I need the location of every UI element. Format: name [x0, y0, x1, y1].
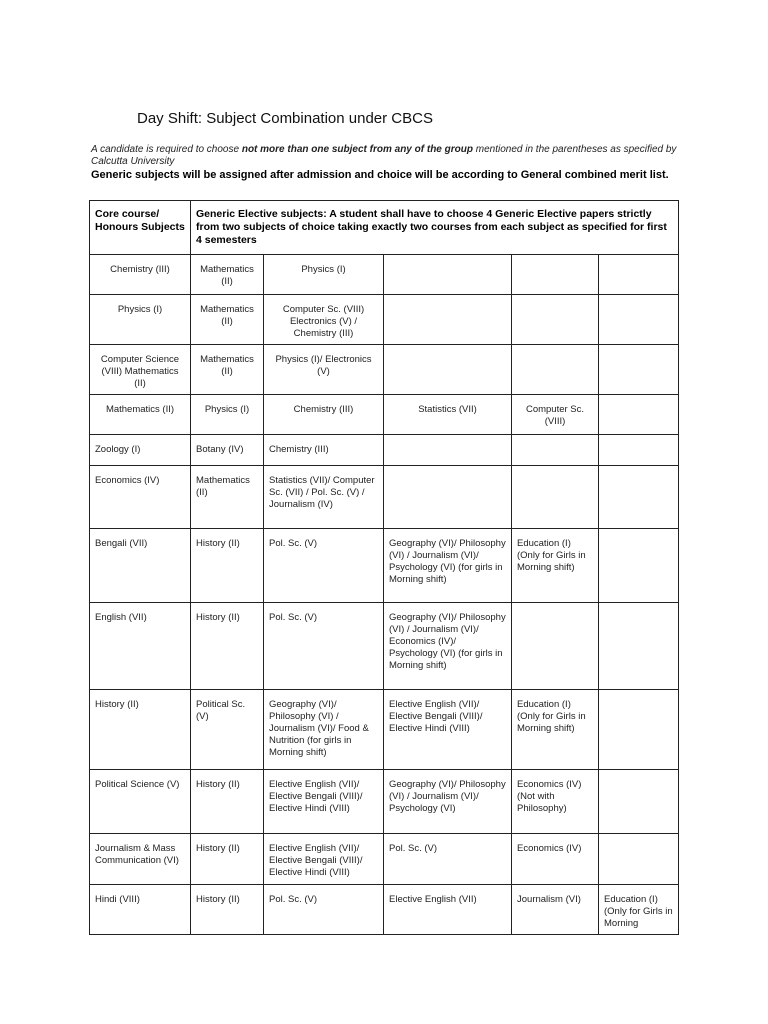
generic-elective-cell: Computer Sc. (VIII) Electronics (V) / Chemistry (III)	[264, 295, 384, 345]
generic-elective-cell	[512, 603, 599, 690]
generic-elective-cell: Economics (IV) (Not with Philosophy)	[512, 770, 599, 834]
generic-elective-cell	[599, 295, 679, 345]
generic-elective-cell: Physics (I)	[191, 395, 264, 435]
generic-elective-cell: Mathematics (II)	[191, 295, 264, 345]
generic-elective-cell	[599, 255, 679, 295]
generic-elective-cell	[599, 466, 679, 529]
intro-text	[91, 144, 691, 168]
table-row	[90, 834, 679, 885]
core-subject-cell: English (VII)	[90, 603, 191, 690]
core-subject-cell: Hindi (VIII)	[90, 885, 191, 935]
generic-elective-cell: History (II)	[191, 834, 264, 885]
generic-elective-cell: Pol. Sc. (V)	[384, 834, 512, 885]
generic-elective-cell	[512, 255, 599, 295]
generic-elective-cell: Education (I) (Only for Girls in Morning shift)	[512, 690, 599, 770]
generic-elective-cell	[384, 255, 512, 295]
generic-elective-cell: History (II)	[191, 885, 264, 935]
table-row	[90, 770, 679, 834]
table-row	[90, 345, 679, 395]
generic-elective-cell	[599, 435, 679, 466]
generic-elective-cell	[599, 690, 679, 770]
generic-elective-cell: History (II)	[191, 603, 264, 690]
generic-elective-cell	[512, 345, 599, 395]
generic-elective-cell: Economics (IV)	[512, 834, 599, 885]
generic-elective-cell: Pol. Sc. (V)	[264, 603, 384, 690]
generic-elective-cell: Elective English (VII)/ Elective Bengali (VIII)/ Elective Hindi (VIII)	[264, 834, 384, 885]
generic-elective-cell: Elective English (VII)	[384, 885, 512, 935]
generic-elective-cell: Geography (VI)/ Philosophy (VI) / Journalism (VI)/ Economics (IV)/ Psychology (VI) (for girls in Morning shift)	[384, 603, 512, 690]
generic-elective-cell: Statistics (VII)	[384, 395, 512, 435]
intro-after: mentioned in the parentheses as specified by Calcutta University	[91, 144, 677, 167]
table-row	[90, 690, 679, 770]
header-generic-elective: Generic Elective subjects: A student shall have to choose 4 Generic Elective papers strictly from two subjects of choice taking exactly two courses from each subject as specified for first 4 semesters	[191, 201, 679, 255]
generic-elective-cell	[599, 345, 679, 395]
generic-elective-cell: History (II)	[191, 529, 264, 603]
subject-combination-table	[89, 200, 679, 935]
table-row	[90, 466, 679, 529]
generic-elective-cell: Geography (VI)/ Philosophy (VI) / Journalism (VI)/ Psychology (VI) (for girls in Morning shift)	[384, 529, 512, 603]
generic-elective-cell: Pol. Sc. (V)	[264, 885, 384, 935]
core-subject-cell: Chemistry (III)	[90, 255, 191, 295]
generic-elective-cell	[384, 466, 512, 529]
generic-elective-cell	[384, 295, 512, 345]
generic-elective-cell	[384, 345, 512, 395]
table-row	[90, 529, 679, 603]
generic-elective-cell: Elective English (VII)/ Elective Bengali (VIII)/ Elective Hindi (VIII)	[384, 690, 512, 770]
intro-emphasis: not more than one subject from any of the group	[241, 144, 473, 155]
generic-elective-cell: Political Sc. (V)	[191, 690, 264, 770]
generic-elective-cell: History (II)	[191, 770, 264, 834]
generic-elective-cell	[599, 770, 679, 834]
generic-elective-cell	[512, 295, 599, 345]
table-row	[90, 395, 679, 435]
table-row	[90, 255, 679, 295]
core-subject-cell: Zoology (I)	[90, 435, 191, 466]
generic-elective-cell	[599, 834, 679, 885]
generic-elective-cell: Chemistry (III)	[264, 435, 384, 466]
table-row	[90, 603, 679, 690]
core-subject-cell: Economics (IV)	[90, 466, 191, 529]
generic-elective-cell	[599, 529, 679, 603]
generic-elective-cell: Mathematics (II)	[191, 255, 264, 295]
generic-elective-cell: Journalism (VI)	[512, 885, 599, 935]
generic-elective-cell: Mathematics (II)	[191, 466, 264, 529]
generic-elective-cell	[512, 435, 599, 466]
table-header-row	[90, 201, 679, 255]
generic-elective-cell: Education (I) (Only for Girls in Morning	[599, 885, 679, 935]
core-subject-cell: History (II)	[90, 690, 191, 770]
generic-elective-cell: Elective English (VII)/ Elective Bengali (VIII)/ Elective Hindi (VIII)	[264, 770, 384, 834]
generic-elective-cell: Physics (I)	[264, 255, 384, 295]
core-subject-cell: Journalism & Mass Communication (VI)	[90, 834, 191, 885]
generic-elective-cell: Education (I) (Only for Girls in Morning shift)	[512, 529, 599, 603]
table-row	[90, 295, 679, 345]
core-subject-cell: Computer Science (VIII) Mathematics (II)	[90, 345, 191, 395]
table-row	[90, 435, 679, 466]
generic-elective-cell	[384, 435, 512, 466]
core-subject-cell: Mathematics (II)	[90, 395, 191, 435]
generic-elective-cell: Physics (I)/ Electronics (V)	[264, 345, 384, 395]
generic-elective-cell	[599, 603, 679, 690]
generic-elective-cell: Computer Sc. (VIII)	[512, 395, 599, 435]
header-core-course: Core course/ Honours Subjects	[90, 201, 191, 255]
generic-elective-cell: Botany (IV)	[191, 435, 264, 466]
core-subject-cell: Political Science (V)	[90, 770, 191, 834]
generic-elective-cell: Chemistry (III)	[264, 395, 384, 435]
generic-elective-cell: Pol. Sc. (V)	[264, 529, 384, 603]
generic-elective-cell: Geography (VI)/ Philosophy (VI) / Journalism (VI)/ Psychology (VI)	[384, 770, 512, 834]
generic-elective-cell: Statistics (VII)/ Computer Sc. (VII) / Pol. Sc. (V) / Journalism (IV)	[264, 466, 384, 529]
page-title: Day Shift: Subject Combination under CBCS	[137, 110, 433, 127]
generic-note: Generic subjects will be assigned after admission and choice will be according to General combined merit list.	[91, 169, 669, 181]
generic-elective-cell: Mathematics (II)	[191, 345, 264, 395]
generic-elective-cell	[512, 466, 599, 529]
generic-elective-cell	[599, 395, 679, 435]
core-subject-cell: Physics (I)	[90, 295, 191, 345]
generic-elective-cell: Geography (VI)/ Philosophy (VI) / Journalism (VI)/ Food & Nutrition (for girls in Morning shift)	[264, 690, 384, 770]
intro-before: A candidate is required to choose	[91, 144, 242, 155]
core-subject-cell: Bengali (VII)	[90, 529, 191, 603]
table-row	[90, 885, 679, 935]
